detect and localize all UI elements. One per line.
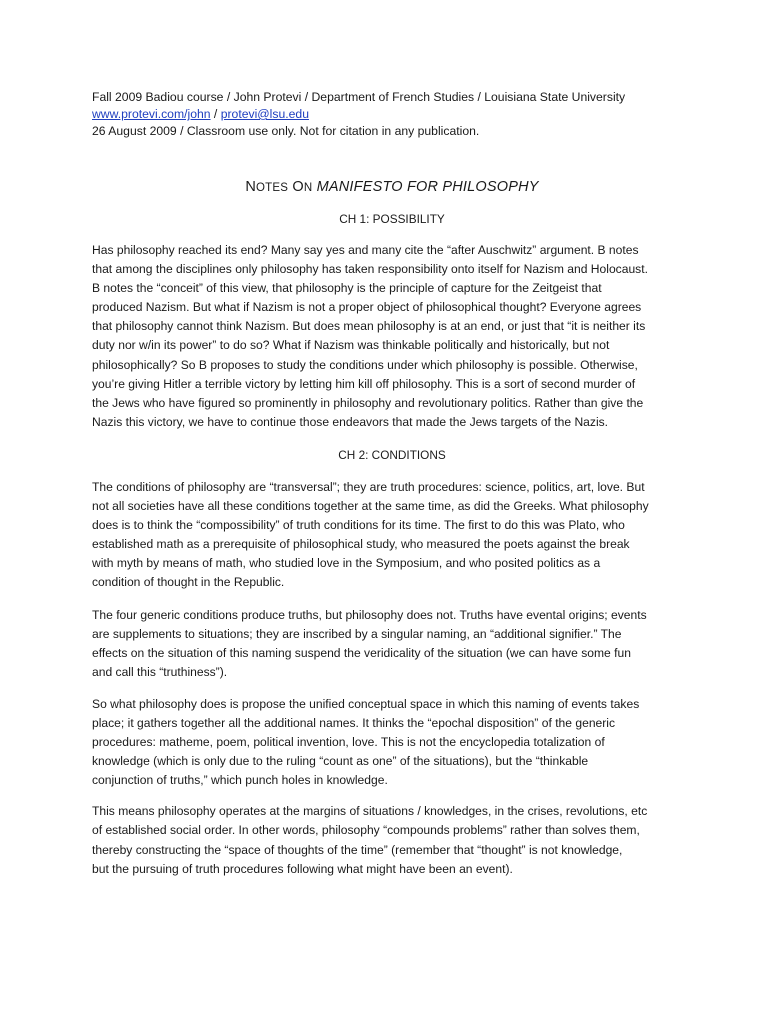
paragraph: The conditions of philosophy are “transversal”; they are truth procedures: science, politics, art, love. But not all societies have all these conditions together at the same time, as did the Greeks. What philosophy does is to think the “compossibility” of truth conditions for its time. The first to do this was Plato, who established math as a prerequisite of philosophical study, who measured the poets against the break with myth by means of math, who studied love in the Symposium, and who posited politics as a condition of thought in the Republic. [92,479,649,590]
chapter-heading: CH 2: CONDITIONS [338,447,446,462]
document-page [92,89,692,879]
paragraph: This means philosophy operates at the margins of situations / knowledges, in the crises, revolutions, etc of established social order. In other words, philosophy “compounds problems” rather than solves them, thereby constructing the “space of thoughts of the time” (remember that “thought” is not knowledge, but the pursuing of truth procedures following what might have been an event). [92,804,648,876]
paragraph: Has philosophy reached its end? Many say yes and many cite the “after Auschwitz” argument. B notes that among the disciplines only philosophy has taken responsibility onto itself for Nazism and Holocaust. B notes the “conceit” of this view, that philosophy is the principle of capture for the Zeitgeist that produced Nazism. But what if Nazism is not a proper object of philosophical thought? Everyone agrees that philosophy cannot think Nazism. But does mean philosophy is at an end, or just that “it is neither its duty nor w/in its power” to do so? What if Nazism was thinkable politically and historically, but not philosophically? So B proposes to study the conditions under which philosophy is possible. Otherwise, you’re giving Hitler a terrible victory by letting him kill off philosophy. This is a sort of second murder of the Jews who have figured so prominently in philosophy and revolutionary politics. Rather than give the Nazis this victory, we have to continue those endeavors that made the Jews targets of the Nazis. [92,243,648,429]
course-info-line: Fall 2009 Badiou course / John Protevi / Department of French Studies / Louisiana State University [92,90,626,104]
chapter-heading: CH 1: POSSIBILITY [339,212,445,226]
paragraph: So what philosophy does is propose the unified conceptual space in which this naming of events takes place; it gathers together all the additional names. It thinks the “epochal disposition” of the generic procedures: matheme, poem, political invention, love. This is not the encyclopedia totalization of knowledge (which is only due to the ruling “count as one” of the situations), but the “thinkable conjunction of truths,” which punch holes in knowledge. [92,696,640,788]
title-italic: MANIFESTO FOR PHILOSOPHY [316,179,539,195]
email-link[interactable]: protevi@lsu.edu [220,107,309,121]
paragraph: The four generic conditions produce truths, but philosophy does not. Truths have evental origins; events are supplements to situations; they are inscribed by a singular naming, an “additional signifier.” The effects on the situation of this naming suspend the veridicality of the situation (we can have some fun and call this “truthiness”). [92,607,647,679]
document-title: NOTES ON MANIFESTO FOR PHILOSOPHY [245,179,539,195]
website-link[interactable]: www.protevi.com/john [92,107,211,121]
contact-separator: / [210,107,221,121]
date-notice-line: 26 August 2009 / Classroom use only. Not for citation in any publication. [92,124,480,138]
contact-line [92,106,692,123]
